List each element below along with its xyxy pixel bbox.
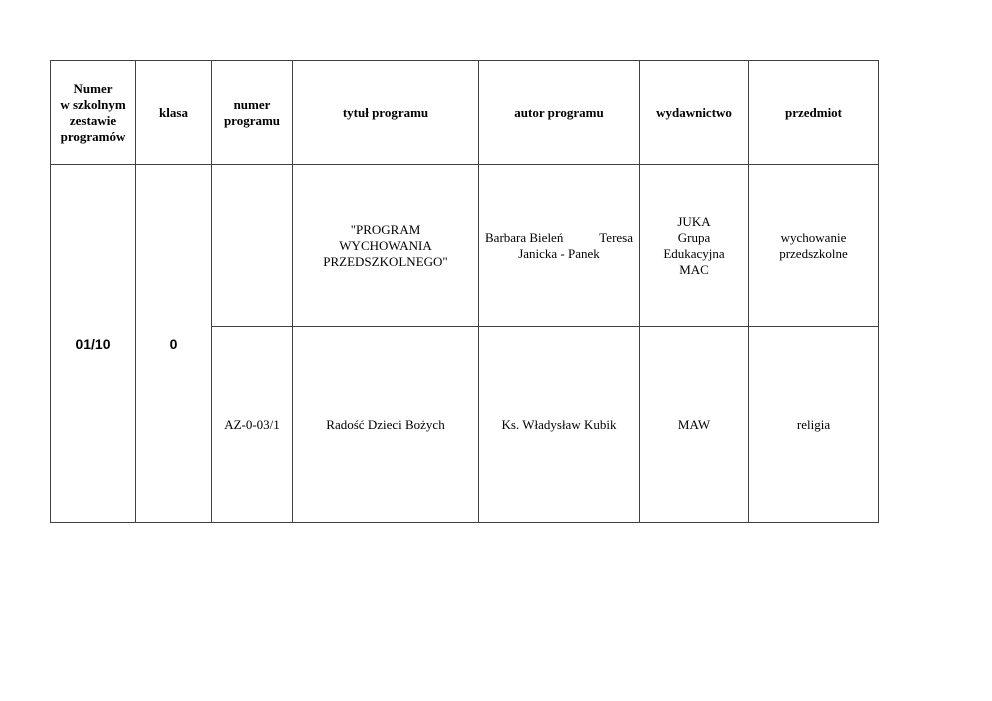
numer-programu-cell: AZ-0-03/1 (212, 327, 293, 523)
school-program-table (50, 60, 879, 523)
author-name-1: Barbara Bieleń (485, 229, 564, 245)
header-wydawnictwo: wydawnictwo (640, 61, 749, 165)
wydawnictwo-cell: JUKA Grupa Edukacyjna MAC (640, 165, 749, 327)
tytul-programu-cell: Radość Dzieci Bożych (293, 327, 479, 523)
author-name-2-last: Janicka - Panek (518, 245, 600, 261)
autor-programu-cell (479, 165, 640, 327)
autor-programu-cell: Ks. Władysław Kubik (479, 327, 640, 523)
header-przedmiot: przedmiot (749, 61, 879, 165)
header-autor-programu: autor programu (479, 61, 640, 165)
klasa-cell: 0 (136, 165, 212, 523)
przedmiot-cell: religia (749, 327, 879, 523)
wydawnictwo-cell: MAW (640, 327, 749, 523)
tytul-programu-cell: "PROGRAM WYCHOWANIA PRZEDSZKOLNEGO" (293, 165, 479, 327)
header-numer-w-zestawie: Numer w szkolnym zestawie programów (51, 61, 136, 165)
author-first-line (483, 230, 635, 246)
header-numer-programu: numer programu (212, 61, 293, 165)
table-row (51, 165, 879, 327)
header-tytul-programu: tytuł programu (293, 61, 479, 165)
author-name-2-first: Teresa (599, 229, 633, 245)
header-row (51, 61, 879, 165)
numer-programu-cell (212, 165, 293, 327)
header-klasa: klasa (136, 61, 212, 165)
numer-w-zestawie-cell: 01/10 (51, 165, 136, 523)
przedmiot-cell: wychowanie przedszkolne (749, 165, 879, 327)
